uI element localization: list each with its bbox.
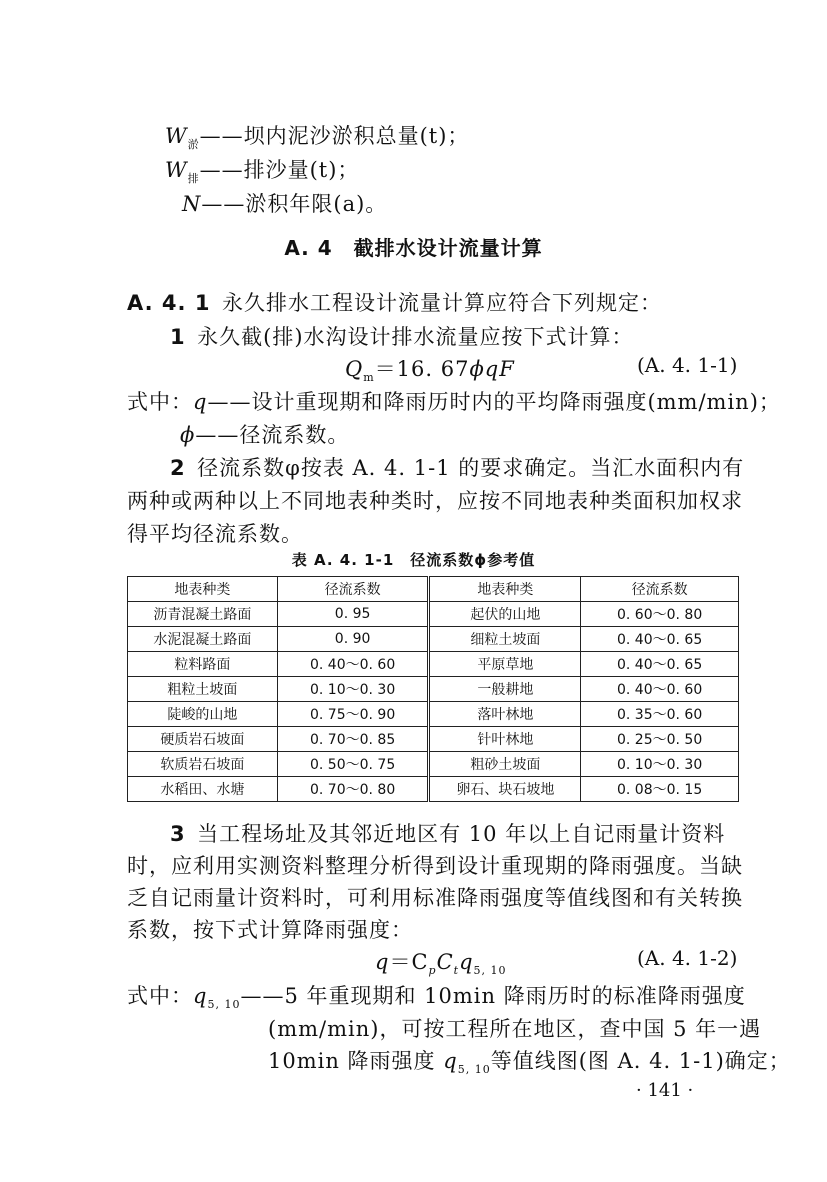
runoff-coefficient-table	[127, 576, 739, 802]
table-cell: 0. 75～0. 90	[277, 702, 429, 727]
item-2-line-2: 两种或两种以上不同地表种类时，应按不同地表种类面积加权求	[127, 489, 743, 513]
table-row	[128, 752, 739, 777]
definition-w-deposit: $W_淤——$坝内泥沙淤积总量(t)；	[165, 124, 470, 152]
item-2-line-1: 2 径流系数φ按表 A. 4. 1-1 的要求确定。当汇水面积内有	[170, 456, 745, 480]
table-cell: 落叶林地	[429, 702, 581, 727]
table-cell: 0. 90	[277, 627, 429, 652]
equation-number-2: (A. 4. 1-2)	[637, 946, 738, 970]
table-cell: 0. 40～0. 60	[581, 677, 739, 702]
table-row	[128, 702, 739, 727]
header-surface-type: 地表种类	[429, 577, 581, 602]
where-phi: ϕ——径流系数。	[180, 423, 350, 447]
table-cell: 0. 40～0. 65	[581, 627, 739, 652]
table-cell: 0. 25～0. 50	[581, 727, 739, 752]
table-cell: 平原草地	[429, 652, 581, 677]
table-cell: 0. 08～0. 15	[581, 777, 739, 802]
header-coefficient: 径流系数	[581, 577, 739, 602]
formula-a-4-1-2: $q=C_pC_tq_{5, 10}$	[375, 950, 507, 978]
table-cell: 0. 40～0. 60	[277, 652, 429, 677]
table-row	[128, 652, 739, 677]
header-surface-type: 地表种类	[128, 577, 278, 602]
table-cell: 0. 70～0. 85	[277, 727, 429, 752]
table-cell: 0. 10～0. 30	[581, 752, 739, 777]
item-1: 1 永久截(排)水沟设计排水流量应按下式计算：	[170, 325, 634, 349]
table-row	[128, 777, 739, 802]
table-cell: 细粒土坡面	[429, 627, 581, 652]
where-q510-line-1: 式中：$q_{5, 10}——5$ 年重现期和 10min 降雨历时的标准降雨强度	[127, 984, 746, 1012]
table-cell: 卵石、块石坡地	[429, 777, 581, 802]
table-row	[128, 677, 739, 702]
table-row	[128, 602, 739, 627]
table-caption: 表 A. 4. 1-1 径流系数ϕ参考值	[291, 551, 536, 569]
item-2-line-3: 得平均径流系数。	[127, 522, 303, 546]
item-3-line-2: 时，应利用实测资料整理分析得到设计重现期的降雨强度。当缺	[127, 854, 743, 878]
table-cell: 硬质岩石坡面	[128, 727, 278, 752]
item-3-line-4: 系数，按下式计算降雨强度：	[127, 918, 413, 942]
table-cell: 0. 35～0. 60	[581, 702, 739, 727]
table-cell: 0. 10～0. 30	[277, 677, 429, 702]
table-cell: 粒料路面	[128, 652, 278, 677]
header-coefficient: 径流系数	[277, 577, 429, 602]
table-cell: 0. 40～0. 65	[581, 652, 739, 677]
table-cell: 粗砂土坡面	[429, 752, 581, 777]
table-cell: 0. 70～0. 80	[277, 777, 429, 802]
equation-number-1: (A. 4. 1-1)	[637, 353, 738, 377]
table-cell: 一般耕地	[429, 677, 581, 702]
table-cell: 起伏的山地	[429, 602, 581, 627]
where-q510-line-3: 10min 降雨强度 $q_{5, 10}$等值线图(图 A. 4. 1-1)确定；	[268, 1049, 791, 1077]
table-cell: 粗粒土坡面	[128, 677, 278, 702]
page-number: · 141 ·	[636, 1080, 694, 1101]
definition-n-years: N——淤积年限(a)。	[182, 192, 388, 216]
item-3-line-3: 乏自记雨量计资料时，可利用标准降雨强度等值线图和有关转换	[127, 886, 743, 910]
formula-a-4-1-1: $Q_m=16$. 67ϕqF	[345, 357, 515, 385]
table-cell: 水泥混凝土路面	[128, 627, 278, 652]
table-cell: 沥青混凝土路面	[128, 602, 278, 627]
item-3-line-1: 3 当工程场址及其邻近地区有 10 年以上自记雨量计资料	[170, 822, 726, 846]
clause-a-4-1: A. 4. 1 永久排水工程设计流量计算应符合下列规定：	[127, 291, 662, 315]
table-cell: 陡峻的山地	[128, 702, 278, 727]
table-header-row	[128, 577, 739, 602]
table-cell: 针叶林地	[429, 727, 581, 752]
table-cell: 软质岩石坡面	[128, 752, 278, 777]
table-cell: 水稻田、水塘	[128, 777, 278, 802]
table-cell: 0. 60～0. 80	[581, 602, 739, 627]
definition-w-discharge: $W_排——$排沙量(t)；	[165, 158, 360, 186]
where-q510-line-2: (mm/min)，可按工程所在地区，查中国 5 年一遇	[268, 1017, 762, 1041]
where-q: 式中：q——设计重现期和降雨历时内的平均降雨强度(mm/min)；	[127, 390, 781, 414]
table-row	[128, 727, 739, 752]
table-row	[128, 627, 739, 652]
table-cell: 0. 50～0. 75	[277, 752, 429, 777]
section-heading: A. 4 截排水设计流量计算	[284, 236, 543, 260]
table-cell: 0. 95	[277, 602, 429, 627]
